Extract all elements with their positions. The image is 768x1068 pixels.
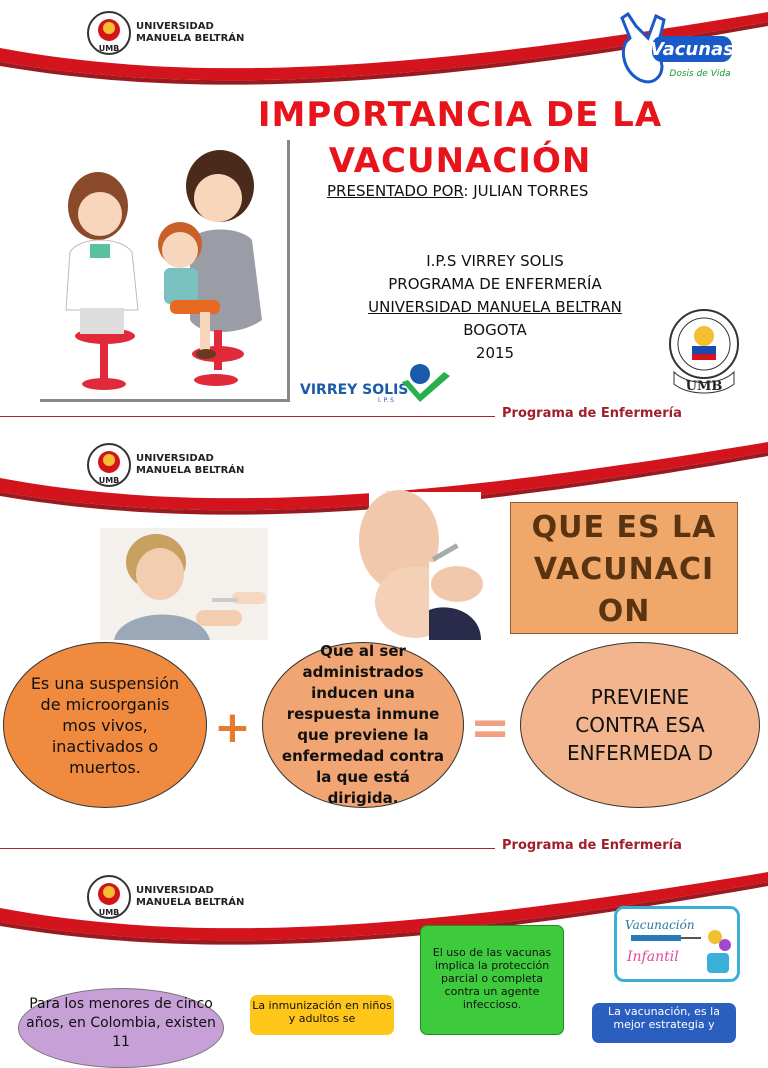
- svg-text:UMB: UMB: [98, 44, 120, 53]
- doctor-mother-child-illustration: [40, 140, 285, 398]
- vaccine-use-box: El uso de las vacunas implica la protección parcial o completa contra un agente infeccioso.: [420, 925, 564, 1035]
- result-ellipse: PREVIENE CONTRA ESA ENFERMEDA D: [520, 642, 760, 808]
- umb-seal-icon: [86, 442, 132, 488]
- umb-line-1: UNIVERSIDAD: [136, 885, 214, 896]
- virrey-solis-icon: [298, 358, 458, 406]
- info-university: UNIVERSIDAD MANUELA BELTRAN: [368, 298, 622, 316]
- child-injection-image: [100, 528, 268, 640]
- footer-divider: [0, 416, 495, 417]
- immune-response-ellipse: Que al ser administrados inducen una respuesta inmune que previene la enfermedad contra la que está dirigida.: [262, 642, 464, 808]
- info-program: PROGRAMA DE ENFERMERÍA: [388, 275, 602, 293]
- baby-injection-image: [369, 492, 481, 640]
- footer-program-label: Programa de Enfermería: [502, 406, 682, 421]
- umb-logo: [86, 442, 244, 488]
- umb-crest-icon: [668, 306, 740, 398]
- umb-line-1: UNIVERSIDAD: [136, 21, 214, 32]
- presenter-name: : JULIAN TORRES: [463, 182, 589, 200]
- slide-3: [0, 860, 768, 1050]
- equals-sign: =: [470, 700, 511, 756]
- virrey-solis-logo: [298, 358, 458, 406]
- strategy-box: La vacunación, es la mejor estrategia y: [592, 1003, 736, 1043]
- immunization-box: La inmunización en niños y adultos se: [250, 995, 394, 1035]
- umb-wordmark: [136, 21, 244, 45]
- footer-divider: [0, 848, 495, 849]
- baby-vaccine-photo: [369, 492, 481, 640]
- definition-ellipse: Es una suspensión de microorganis mos vivos, inactivados o muertos.: [3, 642, 207, 808]
- vaccination-illustration: [40, 140, 290, 402]
- umb-seal-icon: [86, 10, 132, 56]
- footer-program-label: Programa de Enfermería: [502, 838, 682, 853]
- svg-text:UMB: UMB: [98, 476, 120, 485]
- info-ips: I.P.S VIRREY SOLIS: [426, 252, 564, 270]
- svg-text:VIRREY SOLIS: VIRREY SOLIS: [300, 382, 409, 398]
- svg-text:Vacunas: Vacunas: [650, 39, 734, 60]
- presenter-label: PRESENTADO POR: [327, 182, 464, 200]
- svg-text:Dosis de Vida: Dosis de Vida: [669, 69, 731, 79]
- umb-seal-large: [668, 306, 740, 398]
- umb-line-1: UNIVERSIDAD: [136, 453, 214, 464]
- umb-seal-icon: [86, 874, 132, 920]
- presenter-line: [327, 182, 588, 200]
- info-city: BOGOTA: [463, 321, 527, 339]
- slide-2: [0, 430, 768, 858]
- umb-wordmark: [136, 885, 244, 909]
- vacunas-logo: [618, 12, 736, 94]
- victory-hand-icon: [618, 12, 736, 94]
- umb-line-2: MANUELA BELTRÁN: [136, 465, 245, 476]
- umb-wordmark: [136, 453, 244, 477]
- umb-line-2: MANUELA BELTRÁN: [136, 897, 245, 908]
- umb-logo: [86, 10, 244, 56]
- page-title: IMPORTANCIA DE LA VACUNACIÓN: [257, 95, 663, 181]
- svg-text:UMB: UMB: [685, 379, 723, 394]
- svg-text:Vacunación: Vacunación: [625, 918, 695, 932]
- institution-info: [320, 250, 670, 365]
- syringe-icon: [617, 909, 737, 979]
- section-heading: QUE ES LA VACUNACI ON: [510, 502, 738, 634]
- umb-line-2: MANUELA BELTRÁN: [136, 33, 245, 44]
- info-year: 2015: [475, 344, 515, 362]
- svg-text:UMB: UMB: [98, 908, 120, 917]
- svg-text:Infantil: Infantil: [627, 949, 679, 965]
- slide-1: [0, 0, 768, 430]
- vacunacion-infantil-badge: [614, 906, 740, 982]
- umb-logo: [86, 874, 244, 920]
- child-vaccine-photo: [100, 528, 268, 640]
- svg-text:I. P. S: I. P. S: [378, 397, 394, 404]
- statistics-ellipse: Para los menores de cinco años, en Colombia, existen 11: [18, 988, 224, 1068]
- plus-sign: +: [214, 702, 251, 753]
